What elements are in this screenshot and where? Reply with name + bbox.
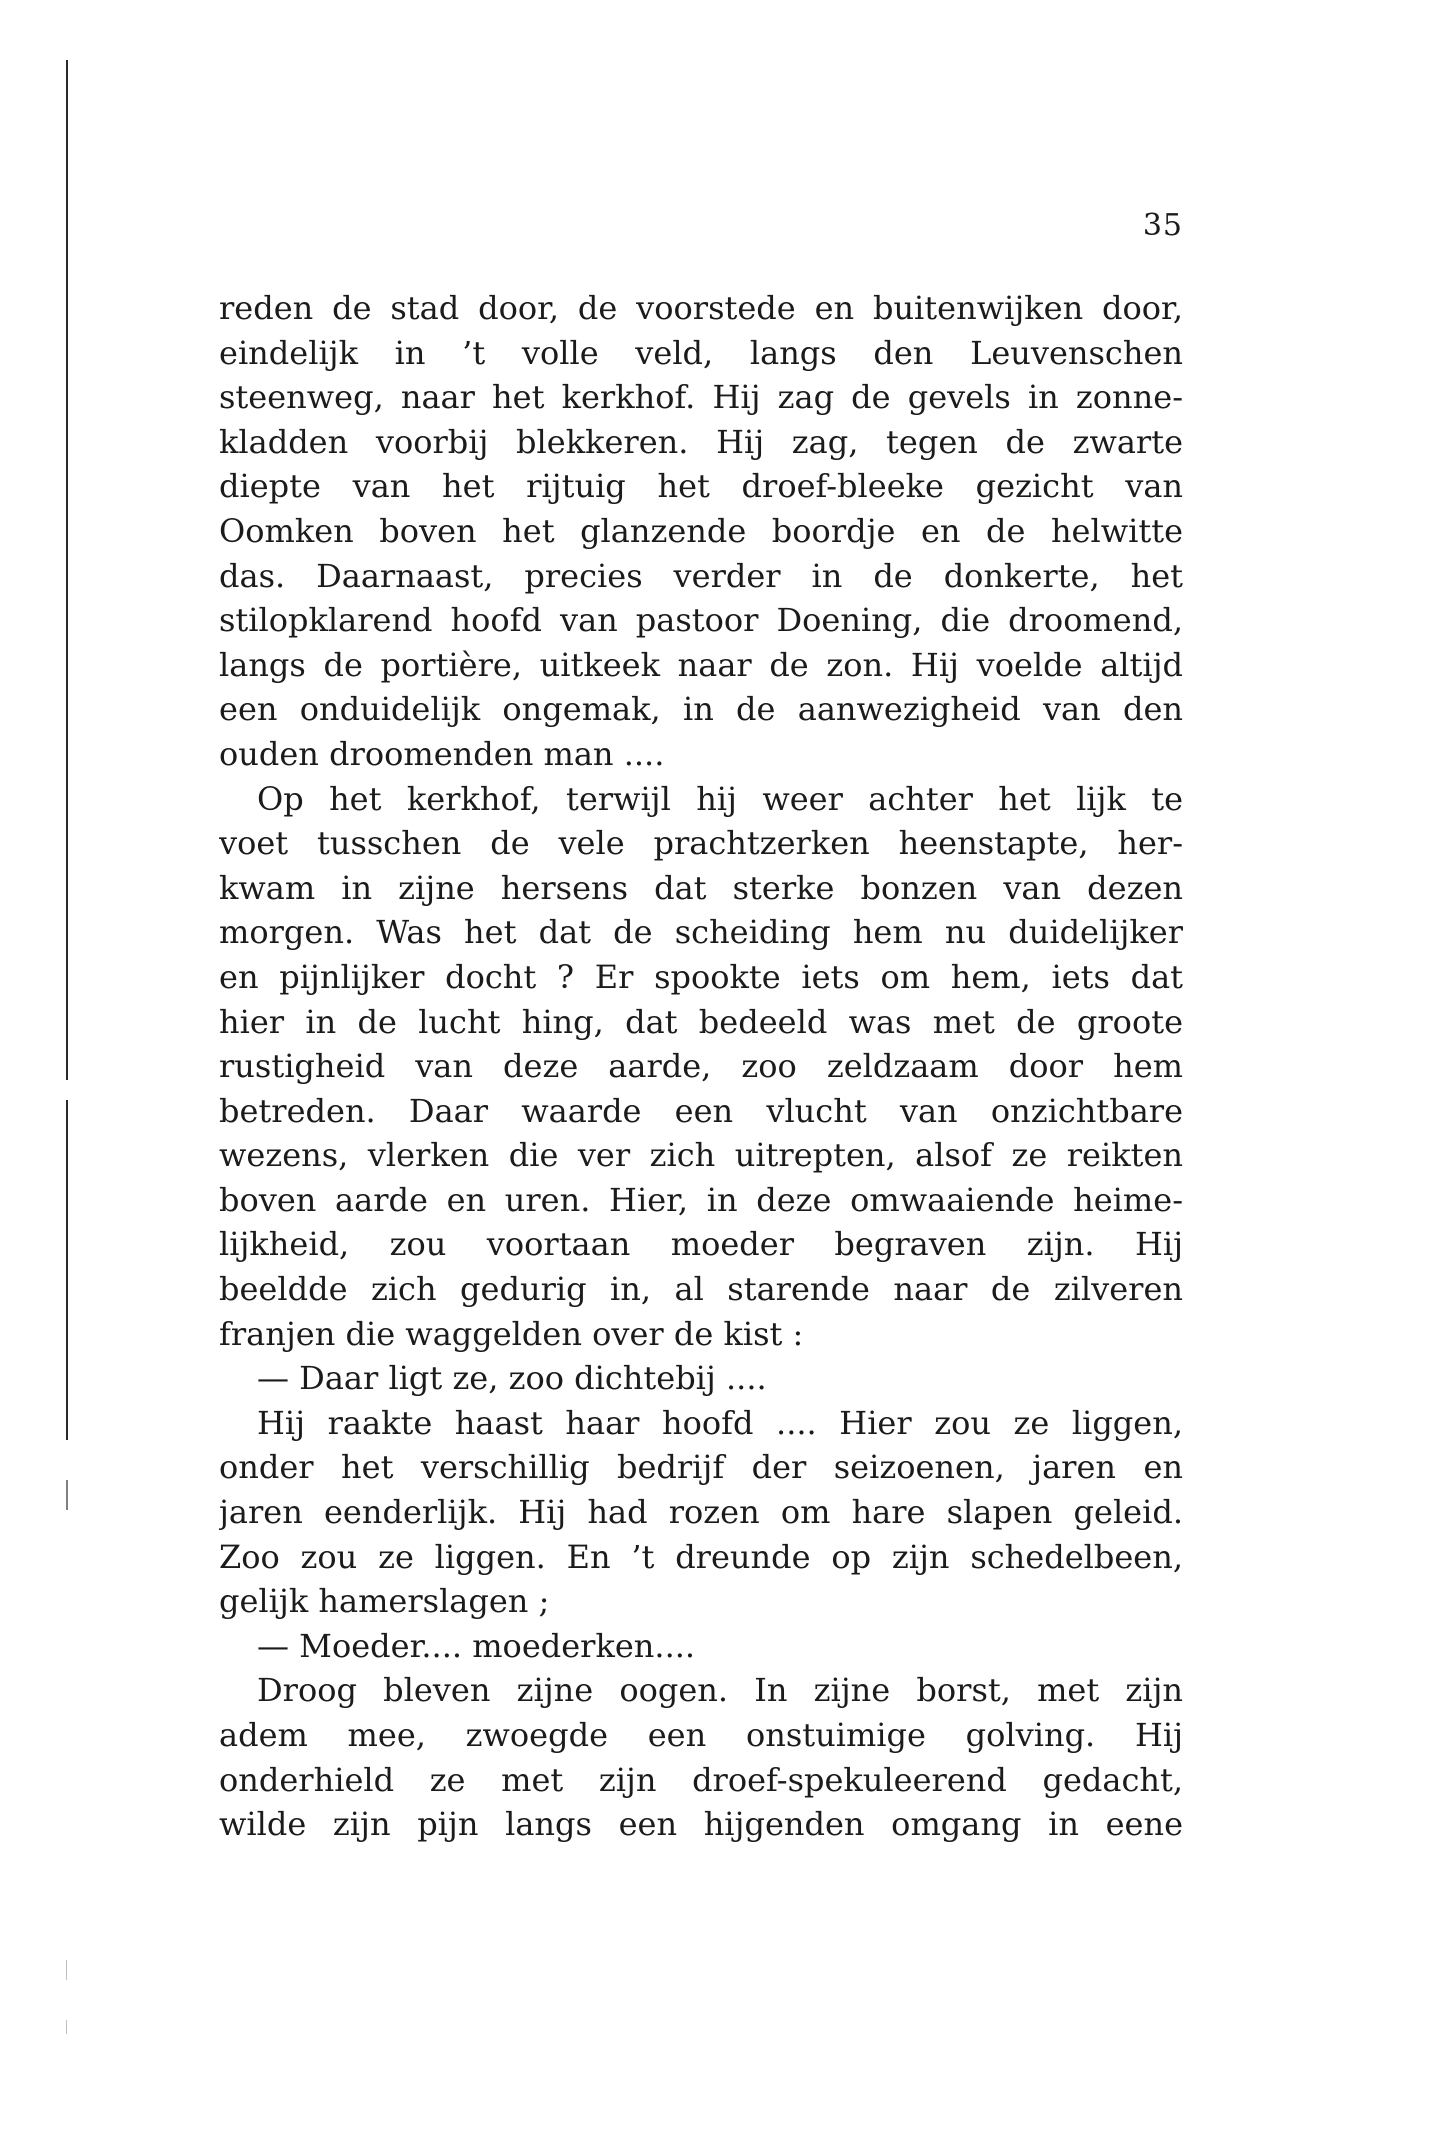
text-line: kwam in zijne hersens dat sterke bonzen van dezen — [219, 868, 1183, 907]
text-line: Droog bleven zijne oogen. In zijne borst, met zijn — [257, 1671, 1183, 1710]
text-line: — Daar ligt ze, zoo dichtebij .... — [257, 1359, 767, 1398]
text-line: ouden droomenden man .... — [219, 734, 665, 773]
scan-gutter-mark — [66, 1960, 67, 1980]
scan-gutter-mark — [66, 1480, 68, 1510]
text-line: en pijnlijker docht ? Er spookte iets om hem, iets dat — [219, 957, 1183, 996]
text-line: steenweg, naar het kerkhof. Hij zag de gevels in zonne- — [219, 378, 1183, 417]
text-line: eindelijk in ’t volle veld, langs den Leuvenschen — [219, 333, 1183, 372]
text-line: morgen. Was het dat de scheiding hem nu duidelijker — [219, 913, 1183, 952]
text-line: kladden voorbij blekkeren. Hij zag, tegen de zwarte — [219, 422, 1183, 461]
text-line: lijkheid, zou voortaan moeder begraven zijn. Hij — [219, 1225, 1183, 1264]
scan-gutter-mark — [66, 2020, 67, 2034]
text-line: jaren eenderlijk. Hij had rozen om hare slapen geleid. — [219, 1493, 1183, 1532]
text-line: reden de stad door, de voorstede en buitenwijken door, — [219, 289, 1183, 327]
text-line: een onduidelijk ongemak, in de aanwezigheid van den — [219, 690, 1183, 729]
text-line: beeldde zich gedurig in, al starende naar de zilveren — [219, 1270, 1183, 1309]
text-line: Hij raakte haast haar hoofd .... Hier zou ze liggen, — [257, 1403, 1183, 1442]
text-line: wezens, vlerken die ver zich uitrepten, alsof ze reikten — [219, 1136, 1183, 1175]
body-text — [219, 286, 1183, 1847]
text-line: Op het kerkhof, terwijl hij weer achter het lijk te — [257, 779, 1183, 818]
text-line: voet tusschen de vele prachtzerken heenstapte, her- — [219, 824, 1183, 863]
text-line: gelijk hamerslagen ; — [219, 1582, 550, 1621]
text-line: Zoo zou ze liggen. En ’t dreunde op zijn schedelbeen, — [219, 1537, 1183, 1576]
text-line: adem mee, zwoegde een onstuimige golving. Hij — [219, 1716, 1183, 1754]
text-line: franjen die waggelden over de kist : — [219, 1314, 804, 1353]
text-line: onder het verschillig bedrijf der seizoenen, jaren en — [219, 1448, 1183, 1487]
text-line: betreden. Daar waarde een vlucht van onzichtbare — [219, 1091, 1183, 1130]
text-line: Oomken boven het glanzende boordje en de helwitte — [219, 511, 1183, 550]
text-line: onderhield ze met zijn droef-spekuleerend gedacht, — [219, 1760, 1183, 1799]
scan-gutter-mark — [66, 60, 68, 1080]
text-line: — Moeder.... moederken.... — [257, 1626, 696, 1665]
text-line: das. Daarnaast, precies verder in de donkerte, het — [219, 556, 1183, 595]
text-line: wilde zijn pijn langs een hijgenden omgang in eene — [219, 1805, 1183, 1844]
scan-gutter-mark — [66, 1100, 68, 1440]
text-line: rustigheid van deze aarde, zoo zeldzaam door hem — [219, 1047, 1183, 1086]
page-number: 35 — [1142, 208, 1183, 243]
text-line: boven aarde en uren. Hier, in deze omwaaiende heime- — [219, 1180, 1183, 1219]
text-line: langs de portière, uitkeek naar de zon. Hij voelde altijd — [219, 645, 1183, 684]
text-line: hier in de lucht hing, dat bedeeld was met de groote — [219, 1002, 1183, 1041]
text-line: stilopklarend hoofd van pastoor Doening, die droomend, — [219, 601, 1183, 640]
text-line: diepte van het rijtuig het droef-bleeke gezicht van — [219, 467, 1183, 506]
